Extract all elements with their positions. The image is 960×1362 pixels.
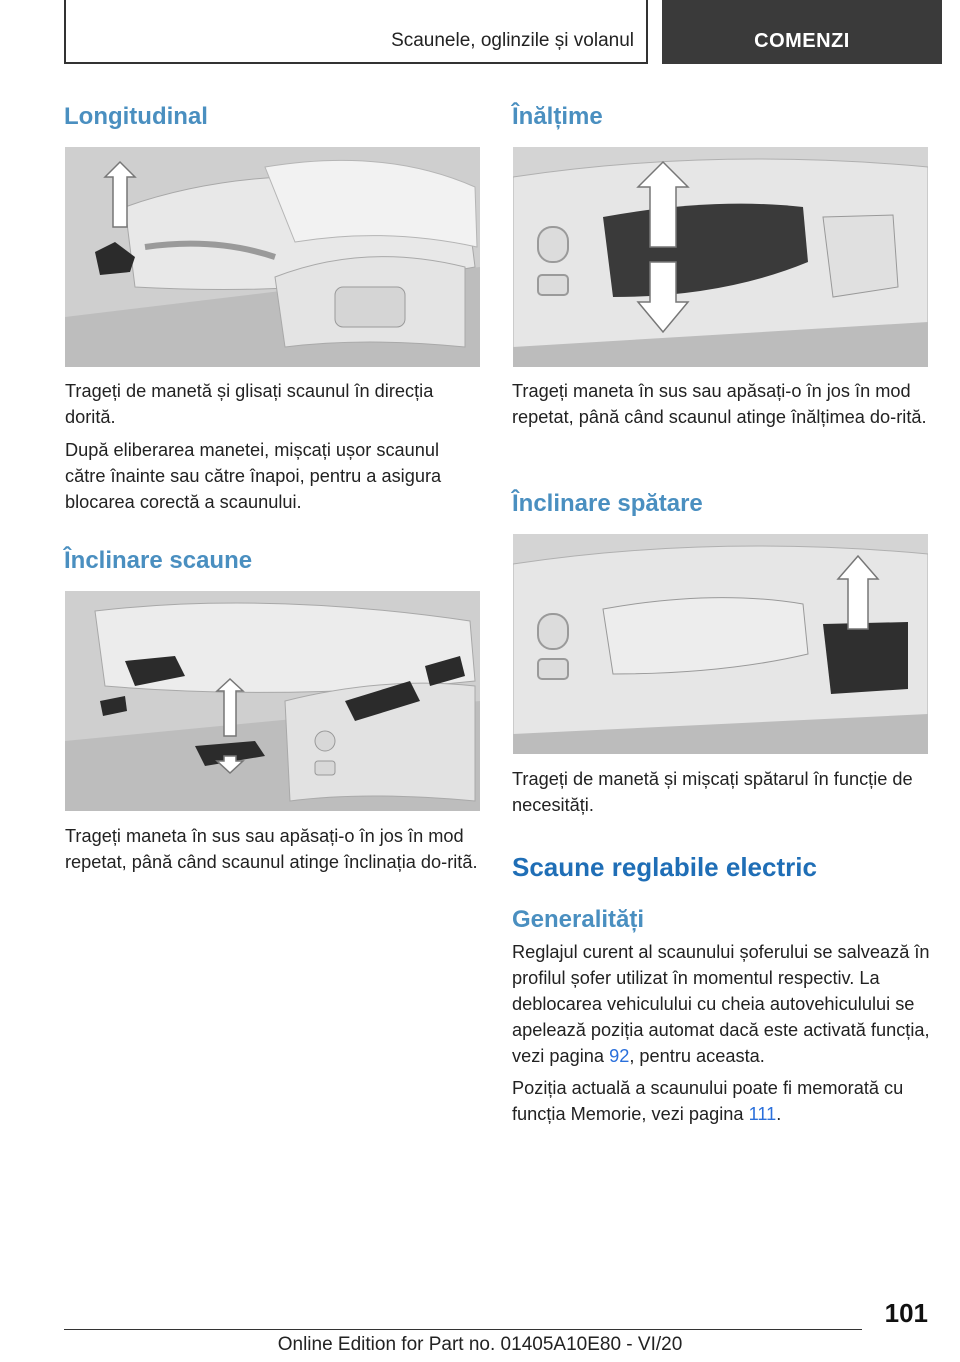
- page-number: 101: [884, 1298, 928, 1328]
- electric-p1-text-b: , pentru aceasta.: [629, 1046, 765, 1066]
- header-chapter-title: Scaunele, oglinzile și volanul: [391, 30, 634, 51]
- heading-general: Generalități: [512, 906, 645, 933]
- figure-backrest: [513, 534, 928, 754]
- link-page-111[interactable]: 111: [748, 1104, 777, 1124]
- figure-seat-height: [513, 147, 928, 367]
- heading-longitudinal: Longitudinal: [64, 103, 208, 130]
- figure-seat-tilt: [65, 591, 480, 811]
- electric-paragraph-2: [512, 1075, 932, 1127]
- electric-p2-text-b: .: [776, 1104, 782, 1124]
- footer-edition: Online Edition for Part no. 01405A10E80 - VI/20: [277, 1334, 683, 1355]
- electric-p2-text-a: Poziția actuală a scaunului poate fi memorată cu funcția Memorie, vezi pagina: [512, 1078, 904, 1124]
- backrest-paragraph-1: Trageți de manetă și mișcați spătarul în funcție de necesități.: [512, 769, 913, 815]
- heading-electric-seats: Scaune reglabile electric: [512, 852, 817, 882]
- figure-seat-longitudinal: [65, 147, 480, 367]
- height-paragraph-1: Trageți maneta în sus sau apăsați-o în jos în mod repetat, până când scaunul atinge înălțimea do-rită.: [512, 381, 927, 427]
- heading-seat-tilt: Înclinare scaune: [64, 547, 253, 574]
- header-section-box: [662, 0, 942, 64]
- heading-height: Înălțime: [512, 103, 603, 130]
- heading-backrest-tilt: Înclinare spătare: [512, 490, 703, 517]
- header-section-title: COMENZI: [754, 30, 850, 52]
- longitudinal-paragraph-2: După eliberarea manetei, mișcați ușor scaunul către înainte sau către înapoi, pentru a asigura blocarea corectă a scaunului.: [65, 440, 442, 512]
- footer-divider: [64, 1329, 862, 1330]
- tilt-paragraph-1: Trageți maneta în sus sau apăsați-o în jos în mod repetat, până când scaunul atinge înclinația do-ritã.: [65, 826, 478, 872]
- electric-p1-text-a: Reglajul curent al scaunului șoferului se salvează în profilul șofer utilizat în momentul respectiv. La deblocarea vehiculului cu cheia autovehiculului se apelează poziția automat dacă este activată funcția, vezi pagina: [512, 942, 930, 1066]
- electric-paragraph-1: [512, 939, 932, 1069]
- header-chapter-box: [64, 0, 648, 64]
- link-page-92[interactable]: 92: [609, 1046, 630, 1066]
- longitudinal-paragraph-1: Trageți de manetă și glisați scaunul în direcția dorită.: [65, 381, 434, 427]
